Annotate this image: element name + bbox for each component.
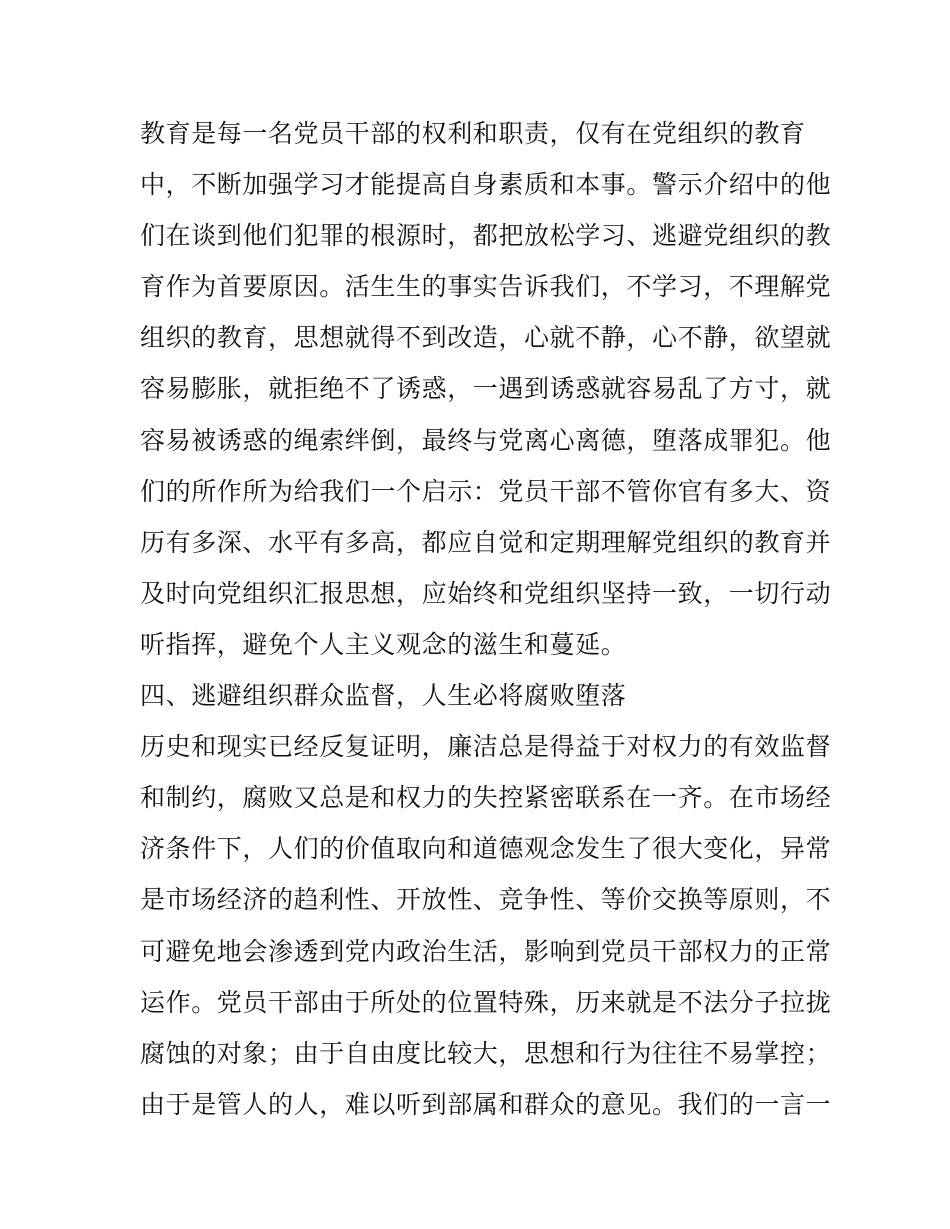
text-line: 中，不断加强学习才能提高自身素质和本事。警示介绍中的他: [140, 170, 832, 200]
text-line: 容易被诱惑的绳索绊倒，最终与党离心离德，堕落成罪犯。他: [140, 425, 832, 455]
text-line: 组织的教育，思想就得不到改造，心就不静，心不静，欲望就: [140, 323, 832, 353]
text-line: 济条件下，人们的价值取向和道德观念发生了很大变化，异常: [140, 834, 832, 864]
body-text: [140, 108, 832, 1130]
section-heading: 四、逃避组织群众监督，人生必将腐败堕落: [140, 681, 627, 711]
text-line: 教育是每一名党员干部的权利和职责，仅有在党组织的教育: [140, 119, 806, 148]
text-line: 听指挥，避免个人主义观念的滋生和蔓延。: [140, 629, 627, 659]
text-line: 历有多深、水平有多高，都应自觉和定期理解党组织的教育并: [140, 527, 832, 557]
text-line: 和制约，腐败又总是和权力的失控紧密联系在一齐。在市场经: [140, 783, 832, 813]
text-line: 历史和现实已经反复证明，廉洁总是得益于对权力的有效监督: [140, 732, 832, 762]
text-line: 是市场经济的趋利性、开放性、竞争性、等价交换等原则，不: [140, 885, 832, 915]
text-line: 容易膨胀，就拒绝不了诱惑，一遇到诱惑就容易乱了方寸，就: [140, 374, 832, 404]
text-line: 及时向党组织汇报思想，应始终和党组织坚持一致，一切行动: [140, 578, 832, 608]
text-line: 育作为首要原因。活生生的事实告诉我们，不学习，不理解党: [140, 272, 832, 302]
text-line: 腐蚀的对象；由于自由度比较大，思想和行为往往不易掌控；: [140, 1038, 832, 1068]
text-line: 们在谈到他们犯罪的根源时，都把放松学习、逃避党组织的教: [140, 221, 832, 251]
text-line: 运作。党员干部由于所处的位置特殊，历来就是不法分子拉拢: [140, 987, 832, 1017]
text-line: 们的所作所为给我们一个启示：党员干部不管你官有多大、资: [140, 476, 832, 506]
text-line: 由于是管人的人，难以听到部属和群众的意见。我们的一言一: [140, 1089, 832, 1119]
text-line: 可避免地会渗透到党内政治生活，影响到党员干部权力的正常: [140, 936, 832, 966]
